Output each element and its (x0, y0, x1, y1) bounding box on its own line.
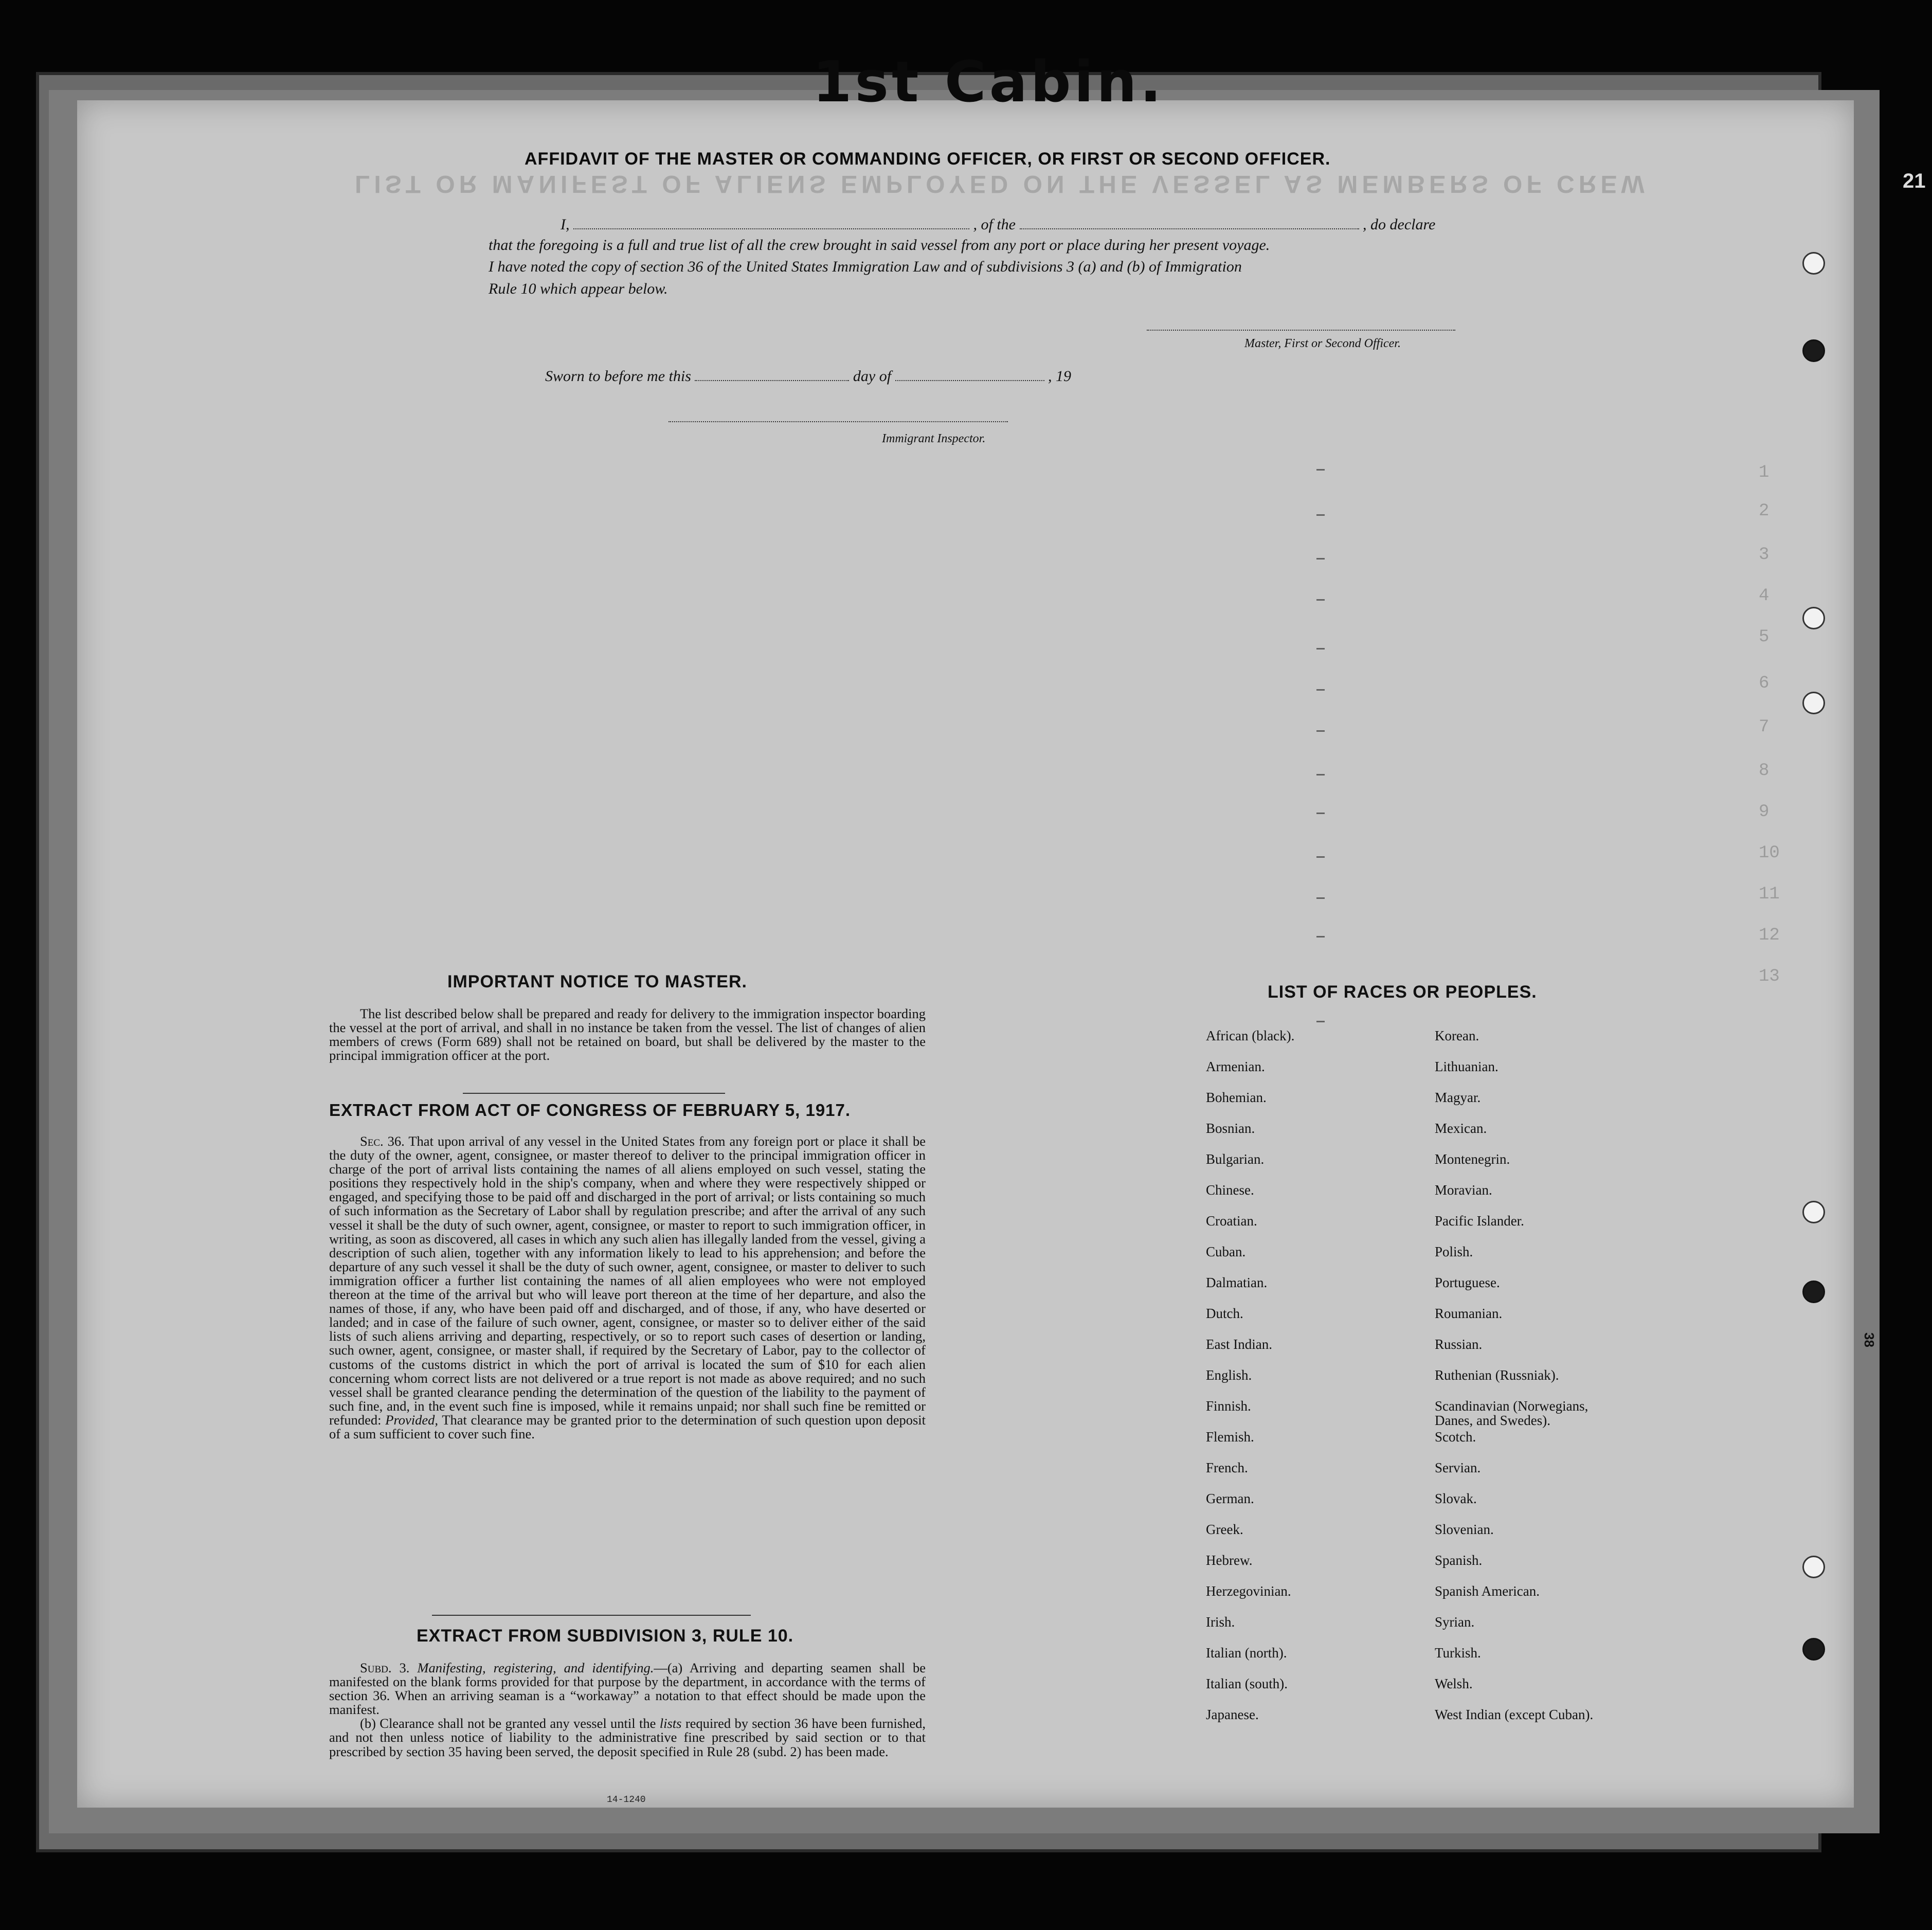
race-item: Bohemian. (1206, 1090, 1267, 1105)
affidavit-line-4: Rule 10 which appear below. (489, 280, 668, 297)
race-item: Bosnian. (1206, 1121, 1255, 1136)
act-text: Sec. 36. That upon arrival of any vessel in the United States from any foreign port or place it shall be the duty of the owner, agent, consignee, or master thereof to deliver to the principal immigration officer in charge of the port of arrival lists containing the names of all aliens employed on such vessel, stating the positions they respectively hold in the ship's company, when and where they were respectively shipped or engaged, and specifying those to be paid off and discharged in the port of arrival; or lists containing so much of such information as the Secretary of Labor shall by regulation prescribe; and after the arrival of any such vessel it shall be the duty of such owner, agent, consignee, or master to report to such immigration officer, in writing, as soon as discovered, all cases in which any such alien has illegally landed from the vessel, giving a description of such alien, together with any information likely to lead to his apprehension; and before the departure of any such vessel it shall be the duty of such owner, agent, consignee, or master to deliver to such immigration officer a further list containing the names of all alien employees who were not employed thereon at the time of the arrival but who will leave port thereon at the time of her departure, and also the names of those, if any, who have been paid off and discharged, and of those, if any, who have deserted or landed; and in case of the failure of such owner, agent, consignee, or master so to deliver either of the said lists of such aliens arriving and departing, respectively, or so to report such cases of desertion or landing, such owner, agent, consignee, or master shall, if required by the Secretary of Labor, pay to the collector of customs of the customs district in which the port of arrival is located the sum of $10 for each alien concerning whom correct lists are not delivered or a true report is not made as above required; and no such vessel shall be granted clearance pending the determination of the question of the liability to the payment of such fine, and, in the event such fine is imposed, while it remains unpaid; nor shall such fine be remitted or refunded: Provided, That clearance may be granted prior to the determination of such question upon deposit of a sum sufficient to cover such fine. (329, 1133, 926, 1441)
race-item: Greek. (1206, 1522, 1243, 1537)
race-item: Dalmatian. (1206, 1275, 1268, 1290)
race-item: Slovak. (1435, 1491, 1477, 1506)
master-signature-label: Master, First or Second Officer. (1244, 337, 1401, 350)
race-item: Bulgarian. (1206, 1151, 1265, 1167)
handwritten-header: 1st Cabin. (812, 49, 1165, 115)
punch-hole (1802, 252, 1825, 275)
race-item: Montenegrin. (1435, 1151, 1510, 1167)
race-item: Scandinavian (Norwegians, Danes, and Swedes). (1435, 1398, 1588, 1428)
race-item: Polish. (1435, 1244, 1473, 1259)
race-item: Italian (north). (1206, 1645, 1287, 1661)
race-item: Italian (south). (1206, 1676, 1288, 1691)
race-item: Scotch. (1435, 1429, 1476, 1445)
punch-hole (1802, 692, 1825, 714)
sworn-line: Sworn to before me this day of , 19 (545, 368, 1072, 385)
race-item: Lithuanian. (1435, 1059, 1498, 1074)
punch-hole (1802, 607, 1825, 629)
race-item: Mexican. (1435, 1121, 1487, 1136)
divider (432, 1615, 751, 1616)
affidavit-title: AFFIDAVIT OF THE MASTER OR COMMANDING OFFICER, OR FIRST OR SECOND OFFICER. (525, 149, 1331, 169)
race-item: Hebrew. (1206, 1553, 1253, 1568)
affidavit-line-1: I, , of the , do declare (561, 216, 1436, 233)
punch-hole (1802, 1280, 1825, 1303)
page-number: 21 (1903, 170, 1926, 192)
race-item: Dutch. (1206, 1306, 1243, 1321)
race-item: Chinese. (1206, 1182, 1254, 1198)
act-title: EXTRACT FROM ACT OF CONGRESS OF FEBRUARY 5, 1917. (329, 1101, 851, 1120)
race-item: Spanish. (1435, 1553, 1483, 1568)
punch-hole (1802, 1201, 1825, 1223)
race-item: Finnish. (1206, 1398, 1251, 1414)
side-number: 38 (1861, 1332, 1877, 1347)
punch-hole (1802, 1638, 1825, 1661)
race-item: Slovenian. (1435, 1522, 1494, 1537)
divider (463, 1093, 725, 1094)
race-item: Magyar. (1435, 1090, 1481, 1105)
rule10-text: Subd. 3. Manifesting, registering, and identifying.—(a) Arriving and departing seamen shall be manifested on the blank forms provided for that purpose by the department, in accordance with the terms of section 36. When an arriving seaman is a “workaway” a notation to that effect should be made upon the manifest. (b) Clearance shall not be granted any vessel until the lists required by section 36 have been furnished, and not then unless notice of liability to the administrative fine prescribed by said section or to that prescribed by section 35 having been served, the deposit specified in Rule 28 (subd. 2) has been made. (329, 1660, 926, 1759)
race-item: East Indian. (1206, 1337, 1272, 1352)
race-item: Herzegovinian. (1206, 1583, 1291, 1599)
race-item: African (black). (1206, 1028, 1295, 1043)
race-item: Irish. (1206, 1614, 1235, 1630)
race-item: West Indian (except Cuban). (1435, 1707, 1594, 1722)
notice-title: IMPORTANT NOTICE TO MASTER. (447, 972, 747, 991)
rule10-title: EXTRACT FROM SUBDIVISION 3, RULE 10. (417, 1626, 794, 1646)
race-item: Spanish American. (1435, 1583, 1540, 1599)
race-item: Moravian. (1435, 1182, 1492, 1198)
race-item: Korean. (1435, 1028, 1479, 1043)
affidavit-line-3: I have noted the copy of section 36 of the United States Immigration Law and of subdivisions 3 (a) and (b) of Immigration (489, 258, 1242, 275)
race-item: Welsh. (1435, 1676, 1473, 1691)
ghost-header: LIST OR MANIFEST OF ALIENS EMPLOYED ON THE VESSEL AS MEMBERS OF CREW (355, 170, 1649, 197)
form-number: 14-1240 (607, 1795, 646, 1805)
race-item: Croatian. (1206, 1213, 1257, 1229)
inspector-signature-line (669, 421, 1008, 422)
races-list-right (1435, 1029, 1593, 1738)
race-item: Pacific Islander. (1435, 1213, 1524, 1229)
section-label: Sec. 36. (360, 1133, 405, 1149)
punch-hole (1802, 1556, 1825, 1578)
race-item: French. (1206, 1460, 1248, 1475)
races-list-left (1206, 1029, 1294, 1738)
race-item: Syrian. (1435, 1614, 1475, 1630)
race-item: Japanese. (1206, 1707, 1259, 1722)
punch-hole (1802, 339, 1825, 362)
race-item: Roumanian. (1435, 1306, 1503, 1321)
race-item: Portuguese. (1435, 1275, 1500, 1290)
race-item: Turkish. (1435, 1645, 1481, 1661)
race-item: English. (1206, 1367, 1252, 1383)
affidavit-line-2: that the foregoing is a full and true list of all the crew brought in said vessel from any port or place during her present voyage. (489, 237, 1270, 254)
race-item: Servian. (1435, 1460, 1481, 1475)
race-item: Cuban. (1206, 1244, 1246, 1259)
race-item: Ruthenian (Russniak). (1435, 1367, 1559, 1383)
races-title: LIST OF RACES OR PEOPLES. (1268, 982, 1537, 1002)
race-item: Armenian. (1206, 1059, 1265, 1074)
master-signature-line (1147, 329, 1455, 331)
race-item: German. (1206, 1491, 1254, 1506)
race-item: Flemish. (1206, 1429, 1254, 1445)
race-item: Russian. (1435, 1337, 1483, 1352)
notice-text: The list described below shall be prepared and ready for delivery to the immigration inspector boarding the vessel at the port of arrival, and shall in no instance be taken from the vessel. The list of changes of alien members of crews (Form 689) shall not be retained on board, but shall be delivered by the master to the principal immigration officer at the port. (329, 1006, 926, 1063)
inspector-label: Immigrant Inspector. (882, 432, 986, 445)
